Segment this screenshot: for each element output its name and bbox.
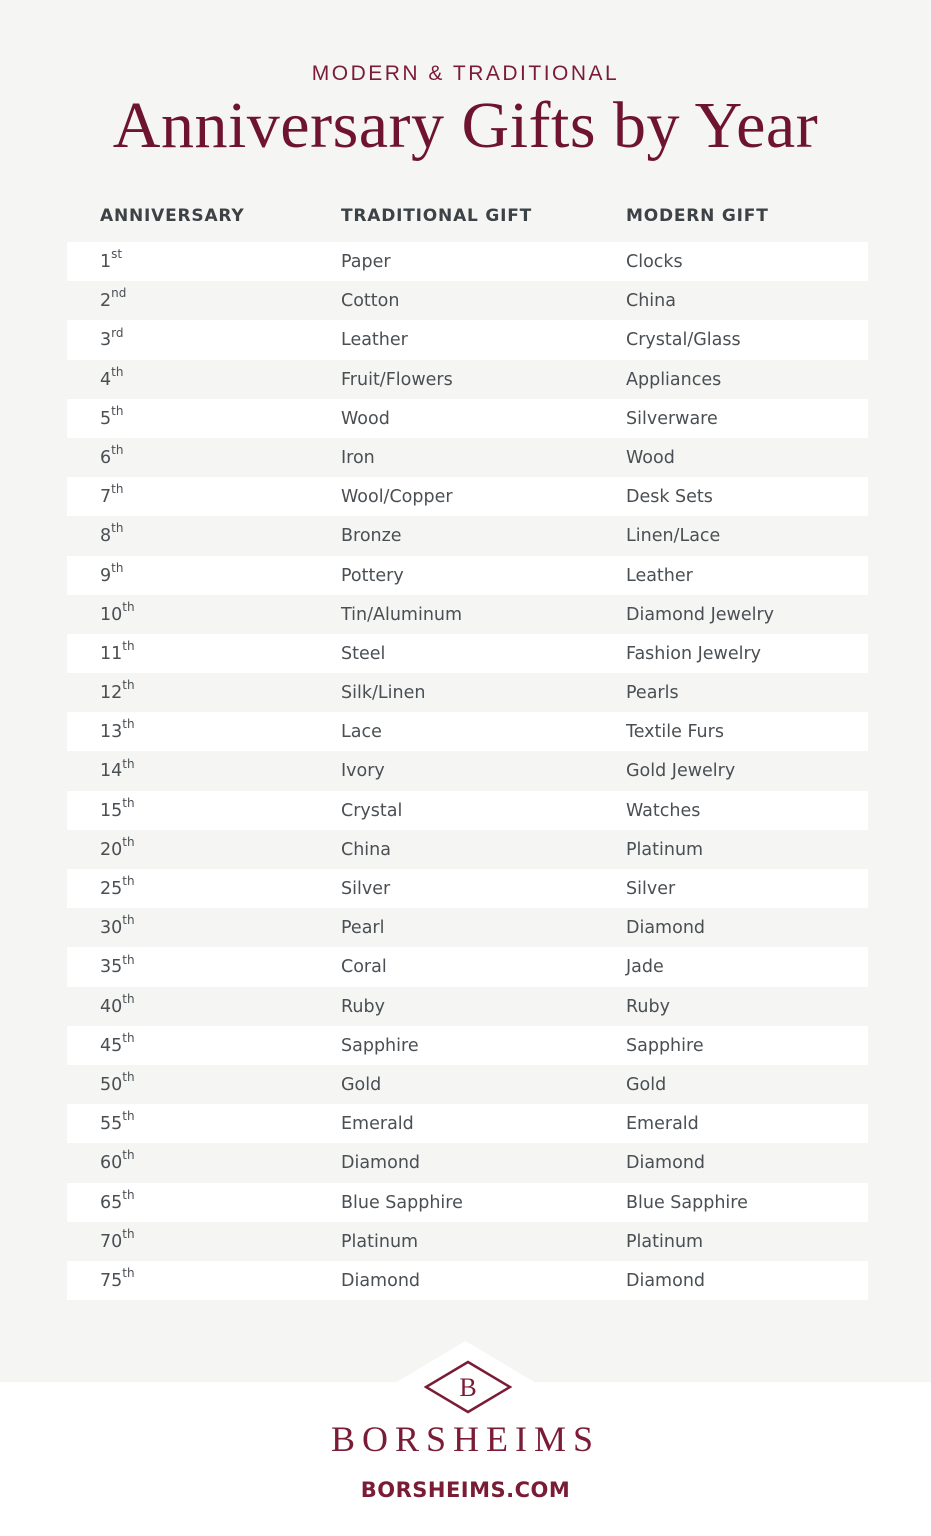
- table-row: [67, 830, 868, 869]
- traditional-gift: Ivory: [341, 761, 385, 782]
- year-number: 60: [100, 1153, 123, 1174]
- anniversary-year: [100, 247, 123, 272]
- website-link[interactable]: BORSHEIMS.COM: [360, 1478, 571, 1502]
- year-number: 15: [100, 800, 123, 821]
- traditional-gift: Iron: [341, 447, 375, 468]
- year-number: 25: [100, 879, 123, 899]
- modern-gift: Leather: [626, 565, 693, 586]
- year-suffix: th: [111, 443, 124, 458]
- modern-gift: Desk Sets: [626, 487, 713, 508]
- year-suffix: th: [122, 952, 135, 967]
- year-number: 65: [100, 1192, 123, 1213]
- year-number: 20: [100, 839, 123, 860]
- modern-gift: Watches: [626, 800, 701, 821]
- year-number: 35: [100, 957, 123, 978]
- anniversary-year: [100, 325, 124, 351]
- year-number: 4: [100, 369, 112, 390]
- year-suffix: th: [122, 1148, 135, 1163]
- traditional-gift: China: [341, 839, 391, 860]
- year-suffix: th: [122, 1187, 135, 1202]
- table-row: [67, 477, 868, 516]
- traditional-gift: Crystal: [341, 800, 403, 821]
- table-row: [67, 438, 868, 477]
- table-row: [67, 281, 868, 320]
- modern-gift: Diamond Jewelry: [626, 604, 774, 625]
- traditional-gift: Silver: [341, 879, 391, 899]
- modern-gift: Fashion Jewelry: [626, 643, 762, 664]
- modern-gift: China: [626, 291, 676, 312]
- traditional-gift: Tin/Aluminum: [341, 604, 463, 625]
- anniversary-year: [100, 756, 135, 782]
- year-number: 8: [100, 526, 112, 547]
- year-suffix: th: [111, 482, 124, 497]
- year-suffix: th: [122, 834, 135, 849]
- year-number: 75: [100, 1270, 123, 1291]
- table-row: [67, 399, 868, 438]
- borsheims-diamond-logo-icon: [424, 1360, 512, 1414]
- traditional-gift: Cotton: [341, 291, 400, 312]
- table-row: [67, 595, 868, 634]
- year-number: 45: [100, 1035, 123, 1056]
- modern-gift: Pearls: [626, 683, 679, 704]
- modern-gift: Platinum: [626, 839, 704, 860]
- traditional-gift: Leather: [341, 330, 408, 351]
- table-row: [67, 516, 868, 555]
- year-suffix: nd: [111, 286, 127, 301]
- year-suffix: th: [111, 403, 124, 418]
- year-suffix: th: [122, 717, 135, 732]
- modern-gift: Emerald: [626, 1114, 699, 1135]
- modern-gift: Diamond: [626, 1270, 706, 1291]
- anniversary-year: [100, 952, 135, 978]
- anniversary-year: [100, 599, 135, 625]
- traditional-gift: Lace: [341, 722, 382, 743]
- year-number: 6: [100, 447, 112, 468]
- table-row: [67, 556, 868, 595]
- anniversary-year: [100, 1148, 135, 1174]
- anniversary-year: [100, 678, 135, 704]
- table-row: [67, 1143, 868, 1182]
- gift-table: [67, 242, 868, 1300]
- page-title: Anniversary Gifts by Year: [112, 89, 819, 162]
- modern-gift: Platinum: [626, 1231, 704, 1252]
- anniversary-year: [100, 1109, 135, 1135]
- table-row: [67, 987, 868, 1026]
- year-suffix: rd: [111, 325, 124, 340]
- anniversary-year: [100, 403, 124, 429]
- anniversary-year: [100, 874, 135, 899]
- table-row: [67, 869, 868, 908]
- year-number: 50: [100, 1074, 123, 1095]
- year-suffix: th: [122, 599, 135, 614]
- anniversary-year: [100, 560, 124, 586]
- year-suffix: th: [122, 795, 135, 810]
- year-number: 5: [100, 408, 112, 429]
- year-suffix: th: [111, 364, 124, 379]
- traditional-gift: Blue Sapphire: [341, 1192, 463, 1213]
- eyebrow-heading: MODERN & TRADITIONAL: [311, 62, 620, 85]
- table-row: [67, 1026, 868, 1065]
- modern-gift: Appliances: [626, 369, 722, 390]
- table-row: [67, 673, 868, 712]
- traditional-gift: Ruby: [341, 996, 385, 1017]
- column-header-modern: MODERN GIFT: [626, 206, 769, 226]
- year-suffix: th: [122, 1266, 135, 1281]
- year-suffix: th: [122, 874, 135, 889]
- traditional-gift: Diamond: [341, 1153, 421, 1174]
- year-suffix: th: [111, 560, 124, 575]
- year-suffix: th: [122, 991, 135, 1006]
- modern-gift: Silverware: [626, 408, 718, 429]
- traditional-gift: Platinum: [341, 1231, 419, 1252]
- table-row: [67, 634, 868, 673]
- year-number: 55: [100, 1114, 123, 1135]
- table-row: [67, 712, 868, 751]
- year-suffix: th: [122, 678, 135, 693]
- modern-gift: Wood: [626, 447, 675, 468]
- year-number: 7: [100, 487, 112, 508]
- column-header-traditional: TRADITIONAL GIFT: [341, 206, 533, 226]
- modern-gift: Sapphire: [626, 1035, 704, 1056]
- table-row: [67, 242, 868, 281]
- year-number: 9: [100, 565, 112, 586]
- table-row: [67, 908, 868, 947]
- year-suffix: st: [111, 247, 123, 262]
- traditional-gift: Steel: [341, 643, 386, 664]
- year-number: 10: [100, 604, 123, 625]
- traditional-gift: Paper: [341, 252, 391, 272]
- anniversary-year: [100, 1070, 135, 1095]
- anniversary-year: [100, 1266, 135, 1291]
- traditional-gift: Coral: [341, 957, 387, 978]
- modern-gift: Jade: [626, 957, 664, 978]
- traditional-gift: Bronze: [341, 526, 402, 547]
- table-row: [67, 360, 868, 399]
- year-number: 70: [100, 1231, 123, 1252]
- year-suffix: th: [111, 521, 124, 536]
- anniversary-year: [100, 795, 135, 821]
- brand-name: BORSHEIMS: [330, 1419, 601, 1459]
- table-row: [67, 1104, 868, 1143]
- traditional-gift: Pearl: [341, 918, 385, 939]
- table-row: [67, 791, 868, 830]
- year-suffix: th: [122, 756, 135, 771]
- modern-gift: Crystal/Glass: [626, 330, 741, 351]
- modern-gift: Gold Jewelry: [626, 761, 736, 782]
- modern-gift: Ruby: [626, 996, 670, 1017]
- modern-gift: Diamond: [626, 918, 706, 939]
- traditional-gift: Pottery: [341, 565, 404, 586]
- table-row: [67, 947, 868, 986]
- year-number: 14: [100, 761, 123, 782]
- year-number: 30: [100, 918, 123, 939]
- anniversary-year: [100, 1226, 135, 1252]
- table-row: [67, 1222, 868, 1261]
- year-suffix: th: [122, 639, 135, 654]
- year-number: 1: [100, 252, 112, 272]
- year-suffix: th: [122, 1226, 135, 1241]
- year-number: 12: [100, 683, 123, 704]
- anniversary-year: [100, 482, 124, 508]
- traditional-gift: Emerald: [341, 1114, 414, 1135]
- year-number: 40: [100, 996, 123, 1017]
- year-suffix: th: [122, 1070, 135, 1085]
- year-number: 3: [100, 330, 112, 351]
- table-row: [67, 1261, 868, 1300]
- traditional-gift: Wood: [341, 408, 390, 429]
- anniversary-year: [100, 521, 124, 547]
- modern-gift: Linen/Lace: [626, 526, 721, 547]
- year-number: 2: [100, 291, 112, 312]
- table-row: [67, 1065, 868, 1104]
- modern-gift: Diamond: [626, 1153, 706, 1174]
- anniversary-year: [100, 834, 135, 860]
- anniversary-year: [100, 717, 135, 743]
- column-header-anniversary: ANNIVERSARY: [100, 206, 245, 226]
- table-row: [67, 1183, 868, 1222]
- anniversary-year: [100, 913, 135, 939]
- traditional-gift: Silk/Linen: [341, 683, 426, 704]
- year-number: 11: [100, 643, 123, 664]
- traditional-gift: Sapphire: [341, 1035, 419, 1056]
- modern-gift: Textile Furs: [626, 722, 724, 743]
- traditional-gift: Diamond: [341, 1270, 421, 1291]
- table-row: [67, 320, 868, 359]
- year-suffix: th: [122, 1109, 135, 1124]
- logo-letter: B: [459, 1373, 477, 1402]
- modern-gift: Gold: [626, 1074, 667, 1095]
- year-suffix: th: [122, 913, 135, 928]
- traditional-gift: Gold: [341, 1074, 382, 1095]
- anniversary-year: [100, 1030, 135, 1056]
- anniversary-year: [100, 1187, 135, 1213]
- table-row: [67, 751, 868, 790]
- modern-gift: Silver: [626, 879, 676, 899]
- anniversary-year: [100, 443, 124, 468]
- modern-gift: Blue Sapphire: [626, 1192, 748, 1213]
- modern-gift: Clocks: [626, 252, 683, 272]
- anniversary-year: [100, 991, 135, 1017]
- anniversary-year: [100, 639, 135, 664]
- traditional-gift: Wool/Copper: [341, 487, 453, 508]
- year-suffix: th: [122, 1030, 135, 1045]
- year-number: 13: [100, 722, 123, 743]
- anniversary-year: [100, 286, 127, 312]
- traditional-gift: Fruit/Flowers: [341, 369, 453, 390]
- anniversary-year: [100, 364, 124, 390]
